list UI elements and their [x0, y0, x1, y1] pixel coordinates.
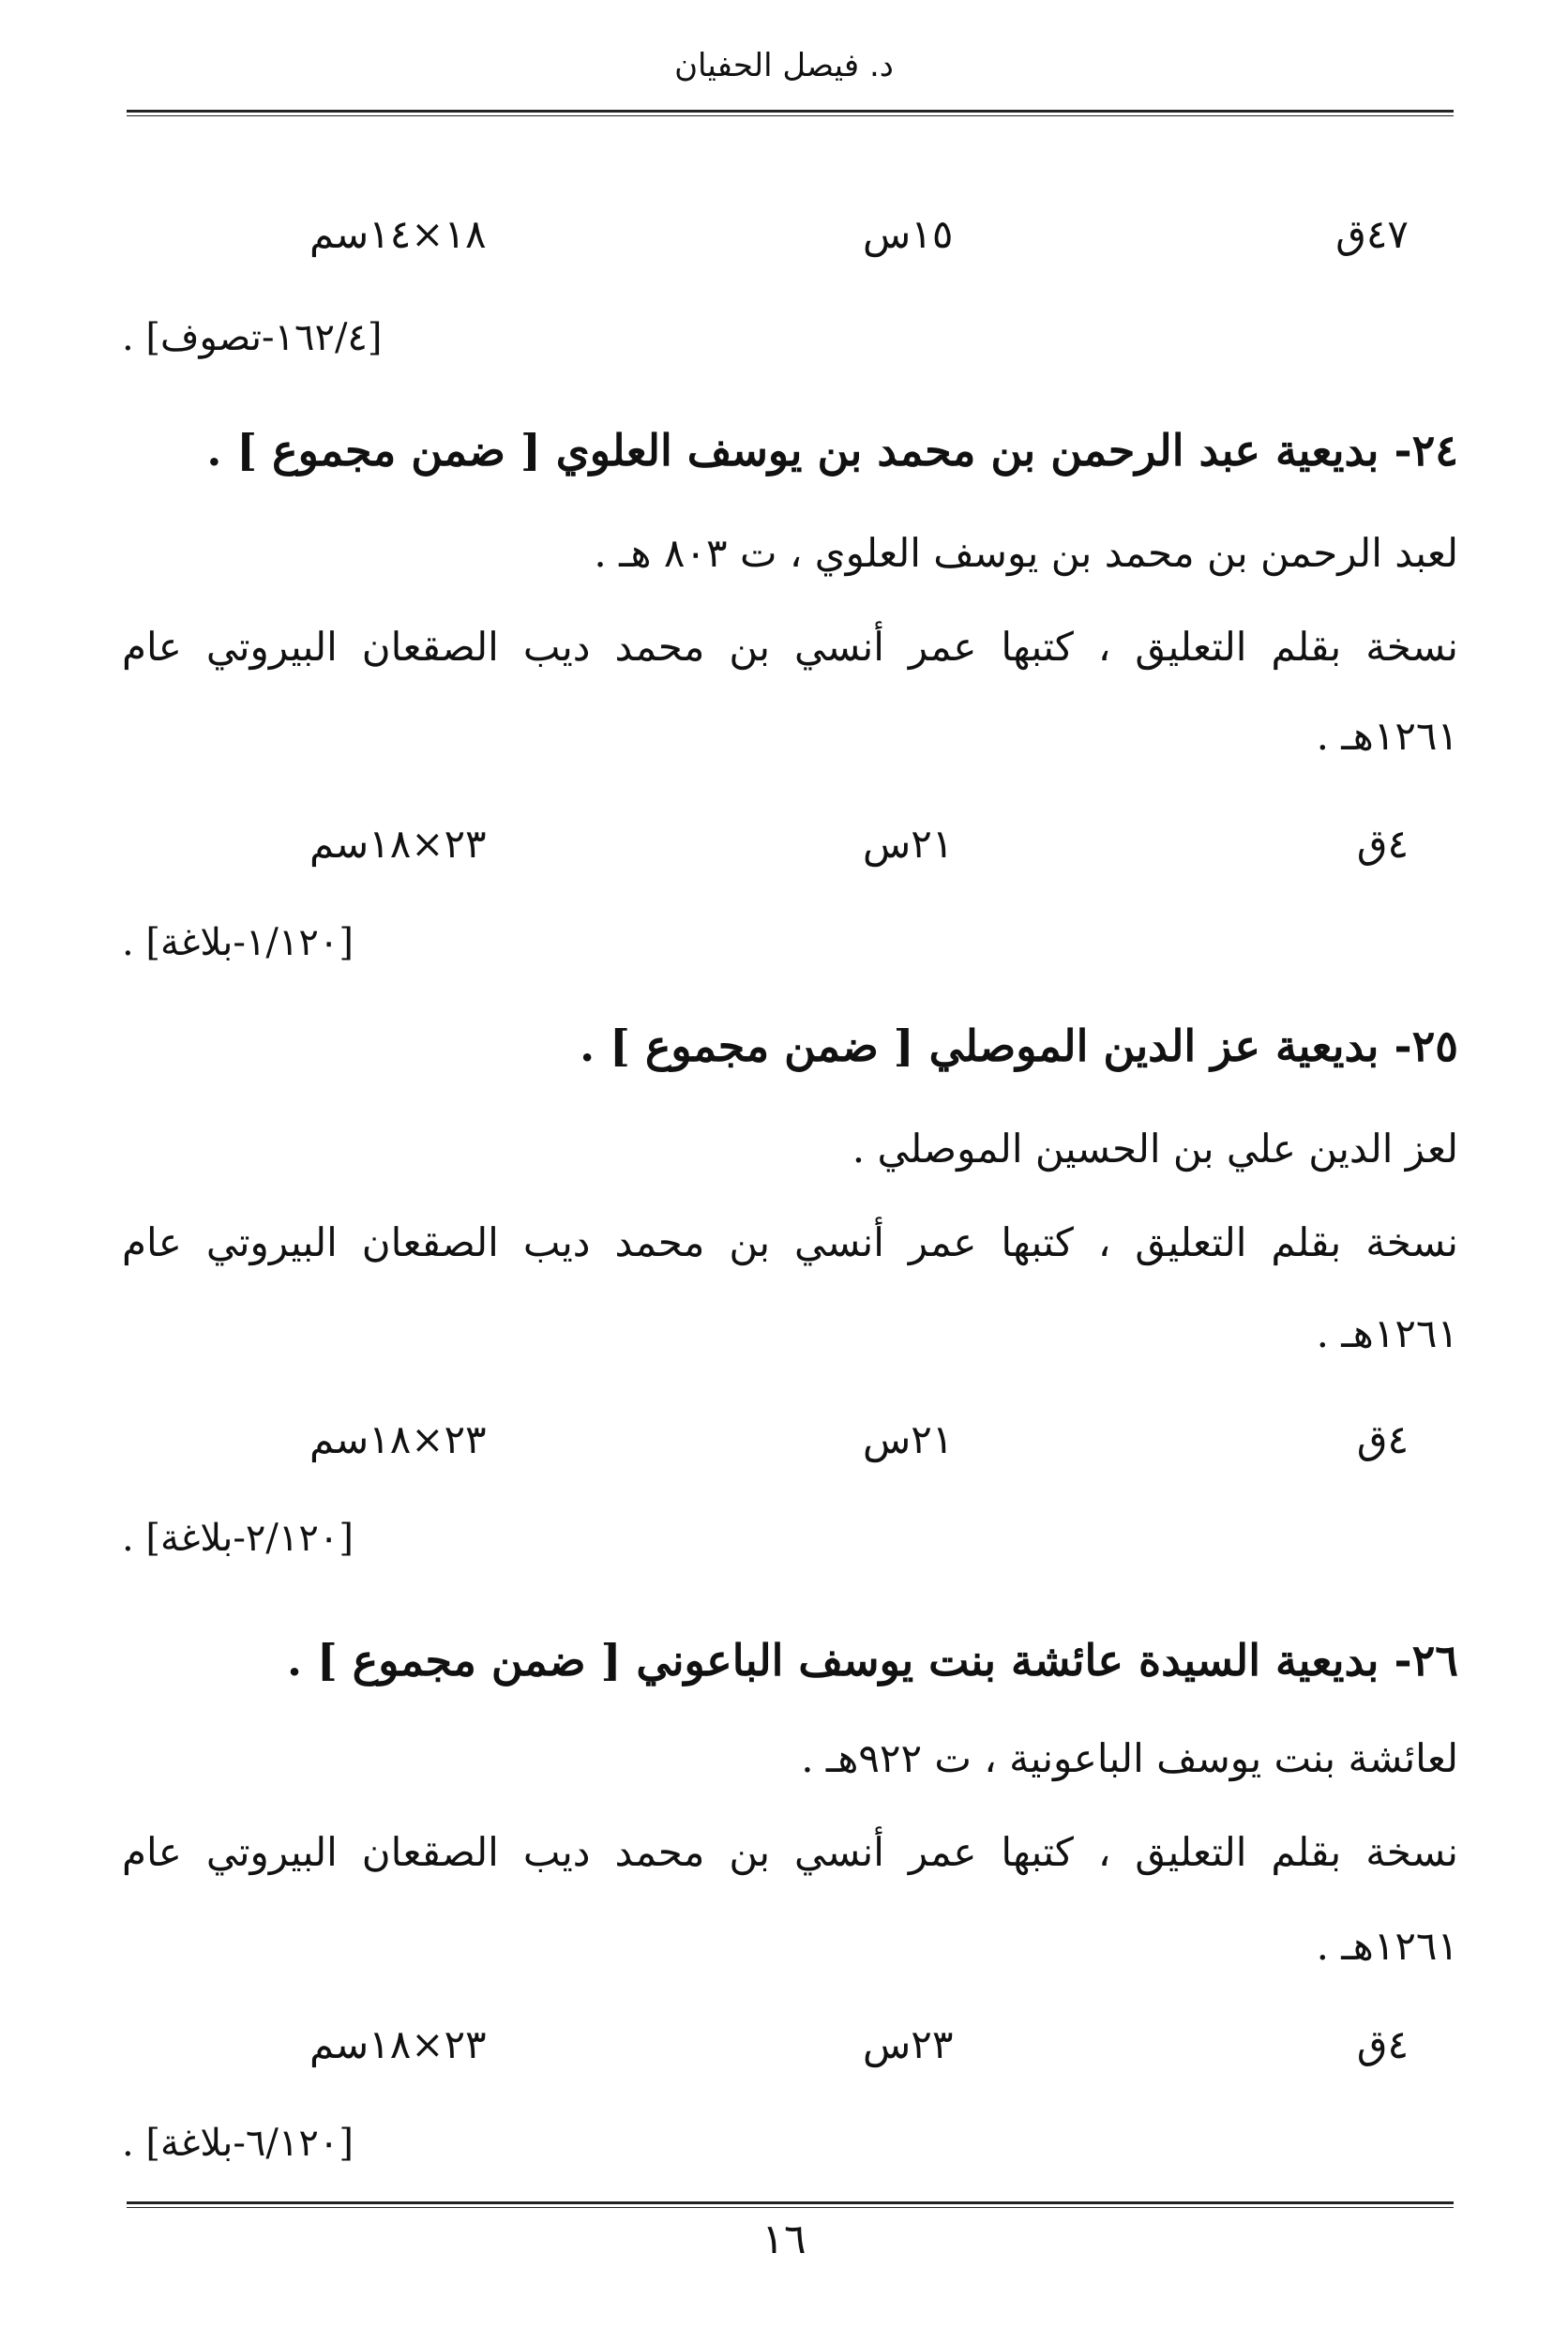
entry-copy-date: ١٢٦١هـ . — [1316, 713, 1458, 759]
header-rule — [127, 110, 1454, 116]
entry-author: لعبد الرحمن بن محمد بن يوسف العلوي ، ت ٨٠٣ هـ . — [594, 530, 1458, 576]
entry-copy-description: نسخة بقلم التعليق ، كتبها عمر أنسي بن محمد ديب الصقعان البيروتي عام — [122, 624, 1458, 670]
entry-author: لعائشة بنت يوسف الباعونية ، ت ٩٢٢هـ . — [801, 1735, 1458, 1781]
shelf-reference: [١/١٢٠-بلاغة] . — [122, 921, 354, 964]
page-size: ٢٣×١٨سم — [309, 1416, 487, 1462]
entry-copy-date: ١٢٦١هـ . — [1316, 1923, 1458, 1969]
shelf-reference: [٢/١٢٠-بلاغة] . — [122, 1517, 354, 1560]
entry-author: لعز الدين علي بن الحسين الموصلي . — [852, 1126, 1458, 1172]
entry-heading: ٢٥- بديعية عز الدين الموصلي [ ضمن مجموع ] . — [580, 1021, 1458, 1071]
running-head: د. فيصل الحفيان — [674, 47, 894, 84]
entry-copy-description: نسخة بقلم التعليق ، كتبها عمر أنسي بن محمد ديب الصقعان البيروتي عام — [122, 1219, 1458, 1265]
entry-heading: ٢٤- بديعية عبد الرحمن بن محمد بن يوسف العلوي [ ضمن مجموع ] . — [206, 425, 1458, 476]
page-size: ٢٣×١٨سم — [309, 2021, 487, 2067]
page-size: ١٨×١٤سم — [309, 211, 487, 257]
line-count: ٢١س — [863, 1416, 954, 1462]
entry-heading: ٢٦- بديعية السيدة عائشة بنت يوسف الباعوني [ ضمن مجموع ] . — [286, 1635, 1458, 1686]
page-number: ١٦ — [761, 2215, 807, 2263]
entry-copy-description: نسخة بقلم التعليق ، كتبها عمر أنسي بن محمد ديب الصقعان البيروتي عام — [122, 1829, 1458, 1875]
leaf-count: ٤ق — [1356, 2021, 1409, 2067]
entry-copy-date: ١٢٦١هـ . — [1316, 1310, 1458, 1356]
line-count: ٢١س — [863, 821, 954, 867]
shelf-reference: [١٦٢/٤-تصوف] . — [122, 316, 383, 359]
page-size: ٢٣×١٨سم — [309, 821, 487, 867]
line-count: ١٥س — [863, 211, 954, 257]
leaf-count: ٤ق — [1356, 1416, 1409, 1462]
footer-rule — [127, 2201, 1454, 2208]
leaf-count: ٤ق — [1356, 821, 1409, 867]
shelf-reference: [٦/١٢٠-بلاغة] . — [122, 2122, 354, 2165]
line-count: ٢٣س — [863, 2021, 954, 2067]
leaf-count: ٤٧ق — [1335, 211, 1409, 257]
